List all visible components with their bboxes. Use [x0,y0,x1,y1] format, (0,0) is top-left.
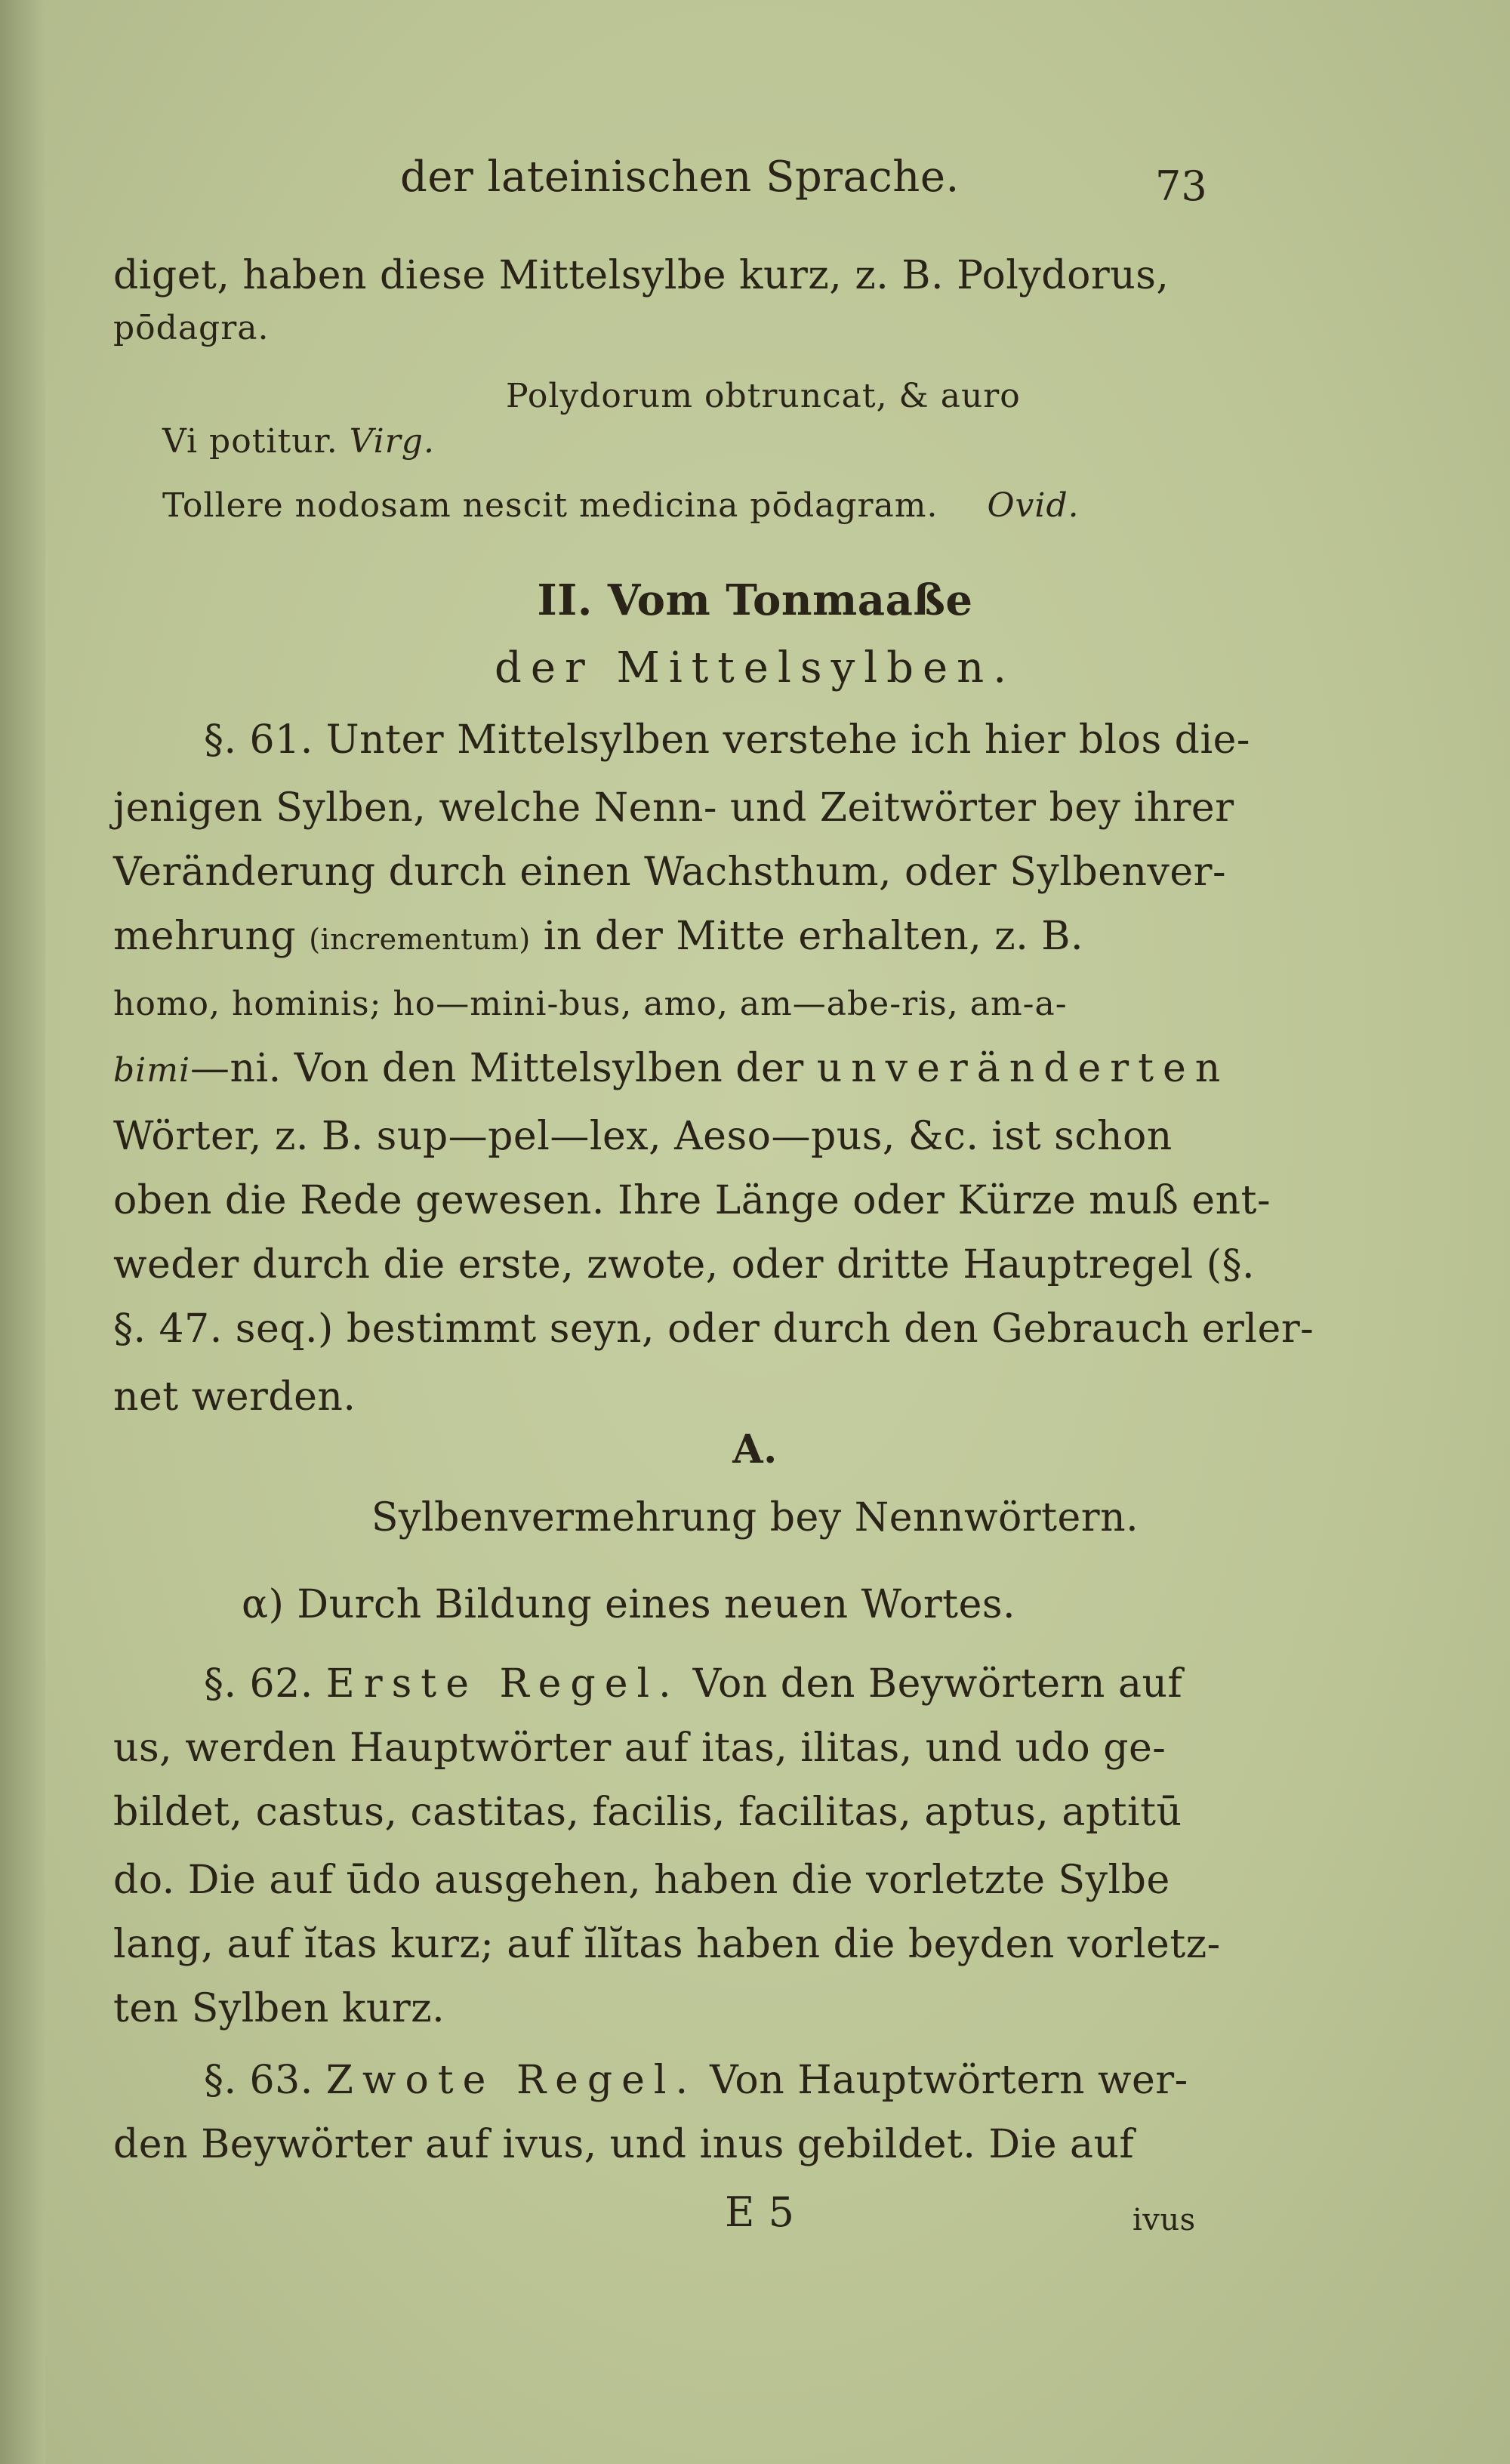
text-line [204,1658,1182,1710]
running-title: der lateinischen Sprache. [400,153,960,202]
section-heading: II. Vom Tonmaaße [537,575,973,625]
text-line [113,910,1083,966]
emphasized-word: unveränderten [816,1046,1230,1091]
text-line: pōdagra. [113,309,270,347]
text-line: do. Die auf ūdo ausgehen, haben die vorletzte Sylbe [113,1858,1170,1903]
verse-text: Tollere nodosam nescit medicina pōdagram. [162,486,950,525]
text-segment: in der Mitte erhalten, z. B. [530,914,1084,959]
rule-title: Zwote Regel. [325,2058,698,2103]
text-line: oben die Rede gewesen. Ihre Länge oder Kürze muß ent- [113,1178,1271,1223]
verse-text: Vi potitur. [162,422,350,461]
text-segment: —ni. Von den Mittelsylben der [190,1046,817,1091]
verse-line [162,415,435,468]
text-segment: mehrung [113,914,310,959]
text-segment: Von den Beywörtern auf [680,1661,1183,1707]
verse-source: Virg. [349,422,435,461]
text-line: bildet, castus, castitas, facilis, facilitas, aptus, aptitū [113,1790,1182,1835]
paragraph-number: §. 62. [204,1661,326,1707]
text-line: weder durch die erste, zwote, oder dritte Hauptregel (§. [113,1242,1256,1288]
rule-title: Erste Regel. [325,1661,680,1707]
text-segment: Von Hauptwörtern wer- [697,2058,1188,2103]
text-line: us, werden Hauptwörter auf itas, ilitas, und udo ge- [113,1725,1166,1771]
text-line: Wörter, z. B. sup—pel—lex, Aeso—pus, &c. ist schon [113,1114,1173,1159]
text-line: §. 61. Unter Mittelsylben verstehe ich hier blos die- [204,717,1250,763]
subsection-letter: A. [732,1426,778,1473]
text-line: jenigen Sylben, welche Nenn- und Zeitwörter bey ihrer [113,785,1234,831]
text-line: ten Sylben kurz. [113,1986,445,2031]
section-subheading: der Mittelsylben. [494,643,1015,692]
text-line: §. 47. seq.) bestimmt seyn, oder durch den Gebrauch erler- [113,1306,1314,1352]
paragraph-number: §. 63. [204,2058,326,2103]
latin-term: bimi [113,1051,191,1090]
latin-term: (incrementum) [309,923,531,956]
verse-line [162,480,1080,532]
catchword: ivus [1132,2203,1196,2237]
text-line [204,2054,1188,2107]
text-line [113,1042,1229,1097]
page-gutter-shadow [0,0,45,2464]
text-line: diget, haben diese Mittelsylbe kurz, z. B. Polydorus, [113,253,1169,298]
verse-source: Ovid. [987,486,1080,525]
subsection-title: Sylbenvermehrung bey Nennwörtern. [371,1495,1139,1540]
text-line: net werden. [113,1374,356,1420]
verse-line: Polydorum obtruncat, & auro [506,377,1021,415]
text-line: lang, auf ĭtas kurz; auf ĭlĭtas haben die beyden vorletz- [113,1922,1221,1967]
text-line: Veränderung durch einen Wachsthum, oder Sylbenver- [113,850,1227,895]
page-number: 73 [1155,162,1207,210]
signature-mark: E 5 [725,2188,795,2236]
subsection-item: α) Durch Bildung eines neuen Wortes. [242,1582,1016,1627]
text-line: den Beywörter auf ivus, und inus gebildet. Die auf [113,2122,1135,2167]
text-line: homo, hominis; ho—mini-bus, amo, am—abe-ris, am-a- [113,985,1068,1023]
